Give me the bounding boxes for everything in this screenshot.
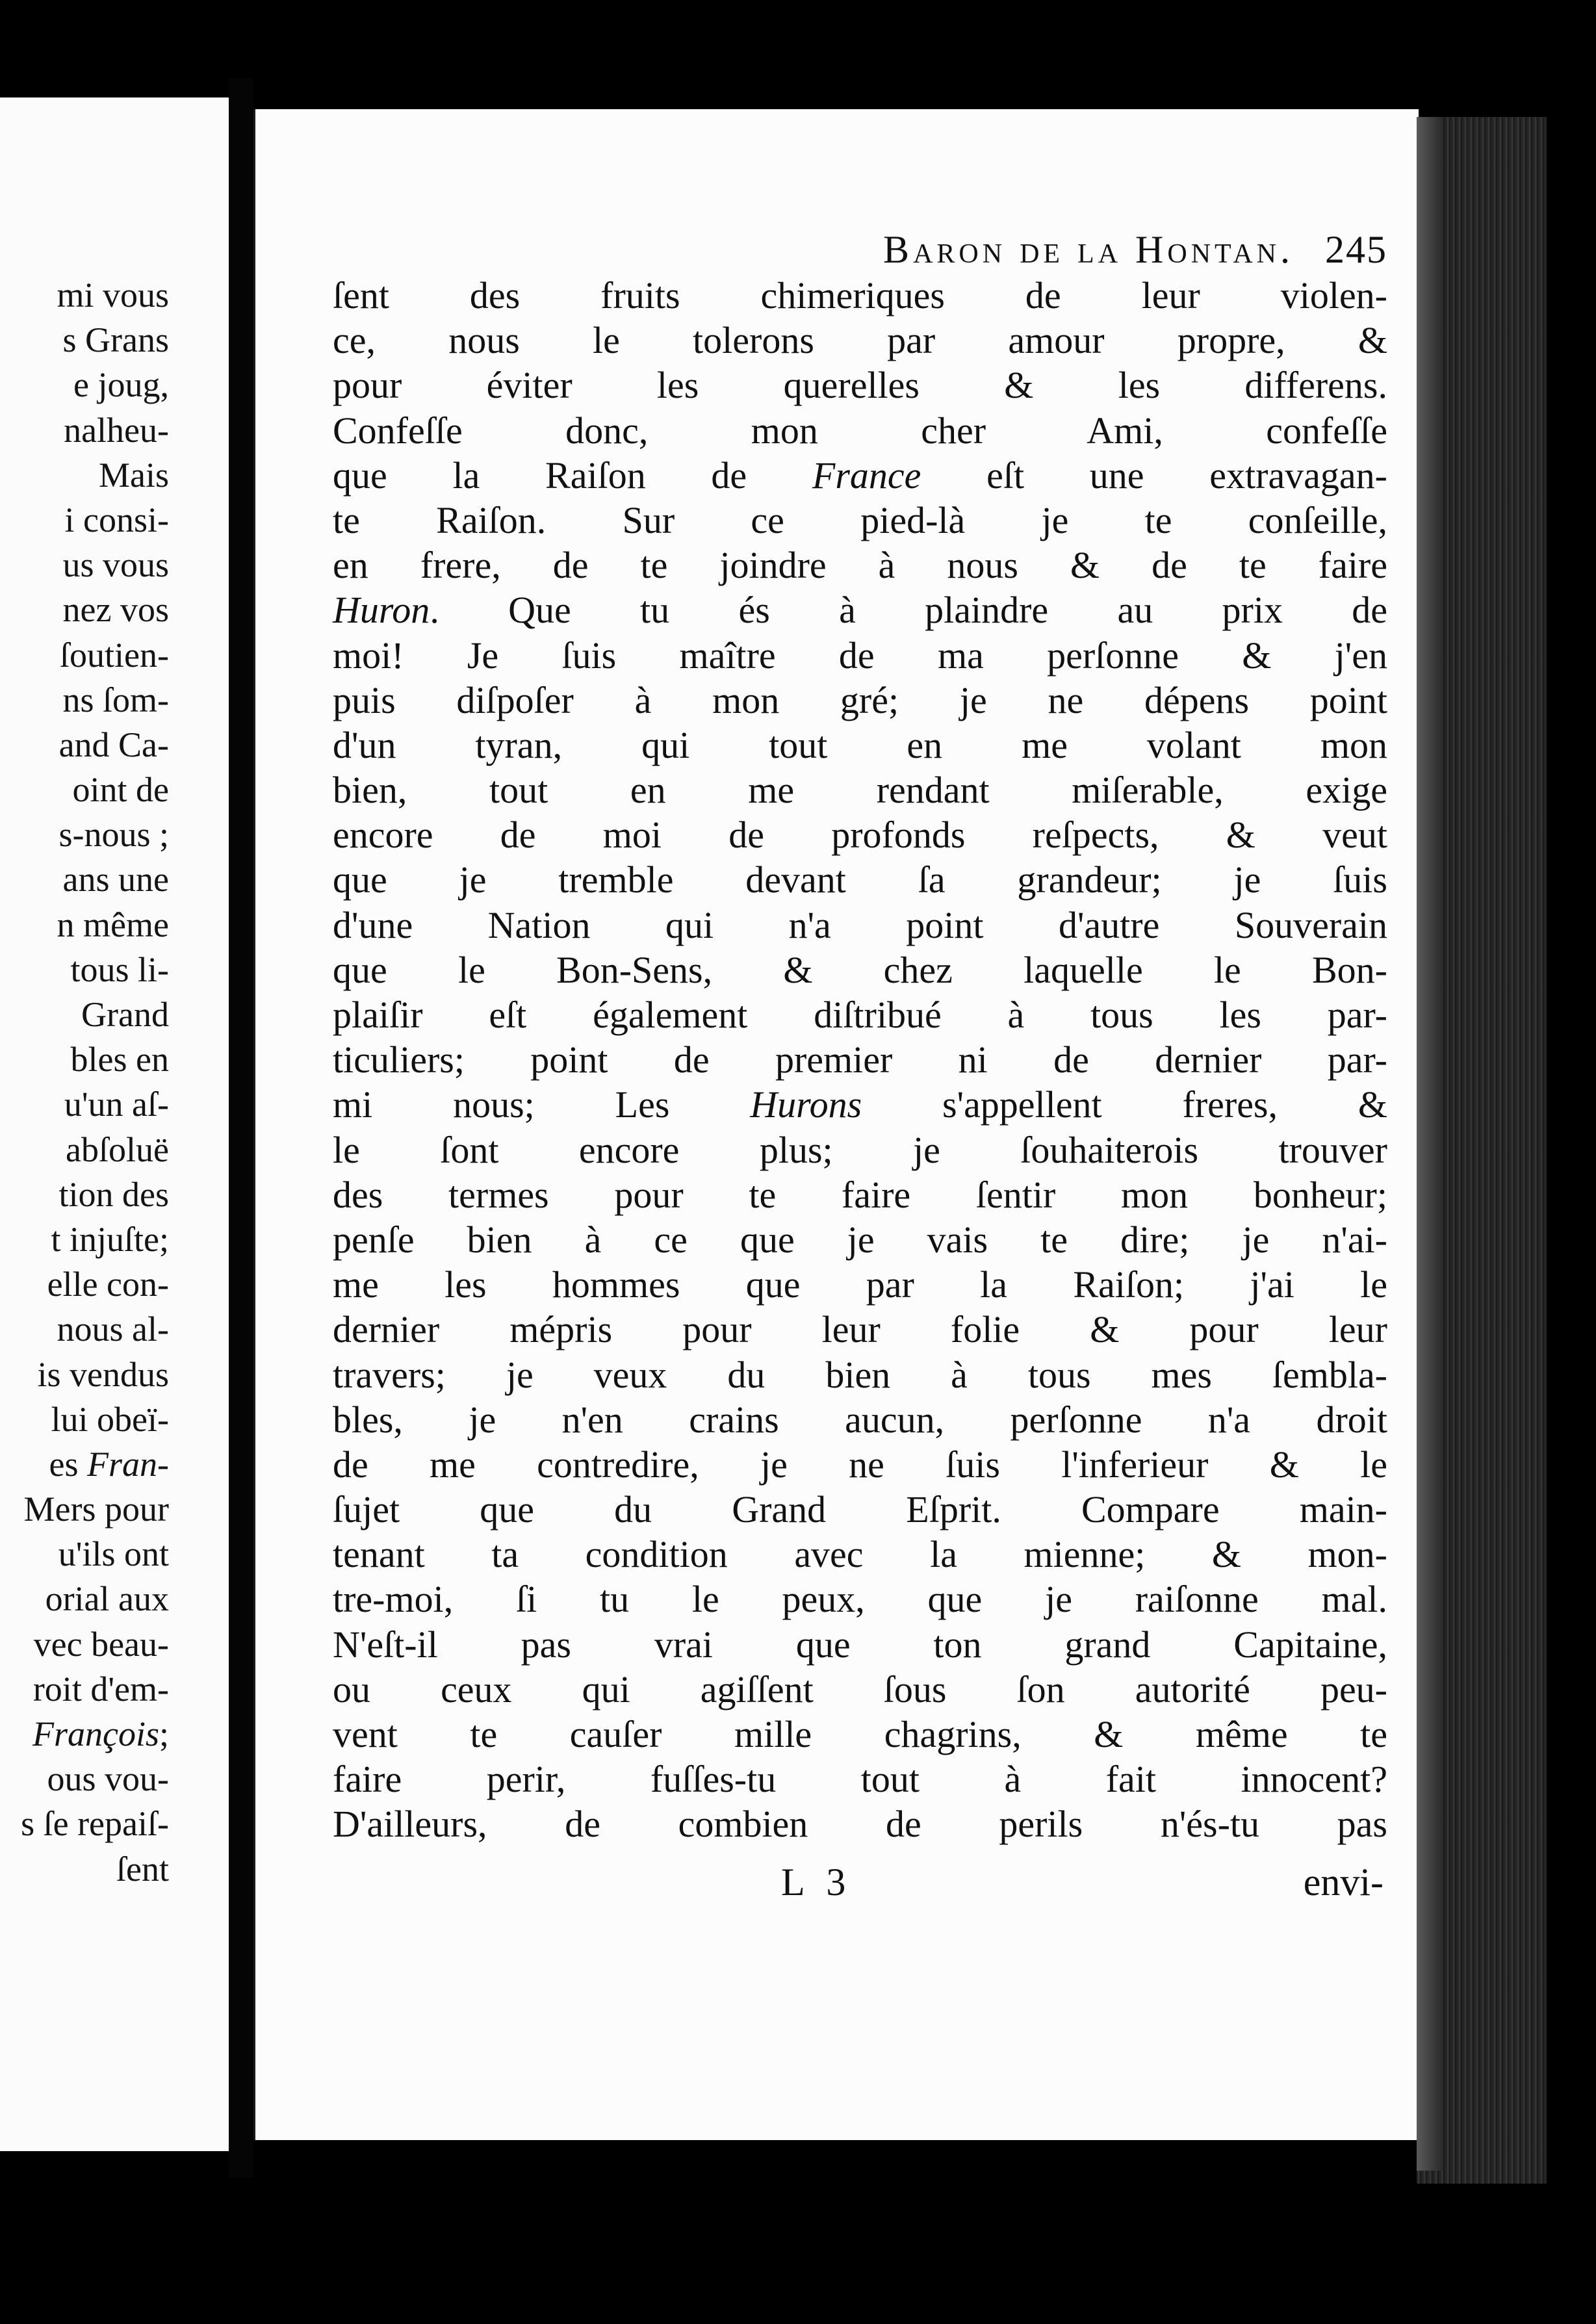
left-page-line: roit d'em- <box>32 1669 169 1709</box>
left-page-line: ſent <box>116 1849 169 1889</box>
left-page-line: abſoluë <box>66 1130 169 1169</box>
text-line: tre-moi, ſi tu le peux, que je raiſonne mal. <box>333 1578 1387 1621</box>
book-fore-edge-highlight <box>1417 117 1443 2171</box>
left-page-line: nous al- <box>57 1310 169 1349</box>
left-page-line: es Fran- <box>49 1444 169 1484</box>
text-line: bien, tout en me rendant miſerable, exige <box>333 769 1387 812</box>
left-page-line: us vous <box>62 545 169 585</box>
left-page-text <box>21 273 169 1892</box>
running-head-title: Baron de la Hontan. <box>883 228 1294 271</box>
text-line: en frere, de te joindre à nous & de te faire <box>333 544 1387 587</box>
left-page-line: t injuſte; <box>51 1219 169 1259</box>
left-page-line: i consi- <box>64 500 169 539</box>
text-line: d'un tyran, qui tout en me volant mon <box>333 723 1387 766</box>
left-page-line: nez vos <box>62 590 169 630</box>
text-line: penſe bien à ce que je vais te dire; je n'ai- <box>333 1218 1387 1261</box>
text-line: faire perir, fuſſes-tu tout à fait innocent? <box>333 1758 1387 1801</box>
text-line: me les hommes que par la Raiſon; j'ai le <box>333 1263 1387 1306</box>
text-line: ſent des fruits chimeriques de leur violen- <box>333 274 1387 316</box>
text-line: puis diſpoſer à mon gré; je ne dépens point <box>333 678 1387 721</box>
page-number: 245 <box>1325 228 1387 271</box>
text-line: des termes pour te faire ſentir mon bonheur; <box>333 1173 1387 1216</box>
left-page-line: s-nous ; <box>58 815 169 855</box>
catchword: envi- <box>1303 1860 1384 1904</box>
left-facing-page <box>0 97 229 2151</box>
left-page-line: Grand <box>81 995 169 1034</box>
left-page-line: ns ſom- <box>62 680 169 719</box>
text-line: D'ailleurs, de combien de perils n'és-tu pas <box>333 1803 1387 1846</box>
left-page-line: tion des <box>58 1174 169 1214</box>
left-page-line: mi vous <box>57 276 169 315</box>
text-line: ſujet que du Grand Eſprit. Compare main- <box>333 1488 1387 1531</box>
left-page-line: ous vou- <box>47 1759 169 1799</box>
left-page-line: bles en <box>70 1040 169 1079</box>
left-page-line: vec beau- <box>33 1624 169 1664</box>
text-line: que la Raiſon de France eſt une extravagan- <box>333 454 1387 497</box>
text-line: encore de moi de profonds reſpects, & veut <box>333 814 1387 857</box>
text-block <box>333 227 1387 1912</box>
left-page-line: s ſe repaiſ- <box>21 1804 169 1844</box>
text-line: moi! Je ſuis maître de ma perſonne & j'en <box>333 634 1387 677</box>
left-page-line: u'un aſ- <box>64 1085 169 1124</box>
book-gutter <box>229 78 253 2177</box>
left-page-line: lui obeï- <box>51 1399 169 1439</box>
left-page-line: ans une <box>62 860 169 899</box>
text-line: que je tremble devant ſa grandeur; je ſuis <box>333 859 1387 901</box>
text-line: que le Bon-Sens, & chez laquelle le Bon- <box>333 948 1387 991</box>
left-page-line: n même <box>57 905 169 944</box>
text-line: tenant ta condition avec la mienne; & mon- <box>333 1533 1387 1576</box>
left-page-line: Mais <box>99 455 169 495</box>
left-page-line: orial aux <box>45 1579 169 1619</box>
right-page <box>253 109 1419 2140</box>
text-line: de me contredire, je ne ſuis l'inferieur & le <box>333 1443 1387 1486</box>
text-line: te Raiſon. Sur ce pied-là je te conſeille, <box>333 498 1387 541</box>
left-page-line: nalheu- <box>64 410 169 450</box>
text-line: mi nous; Les Hurons s'appellent freres, & <box>333 1083 1387 1126</box>
text-line: d'une Nation qui n'a point d'autre Souverain <box>333 903 1387 946</box>
left-page-line: elle con- <box>47 1265 169 1304</box>
page-footer <box>333 1860 1387 1912</box>
text-line: plaiſir eſt également diſtribué à tous les par- <box>333 994 1387 1036</box>
text-line: Huron. Que tu és à plaindre au prix de <box>333 589 1387 632</box>
left-page-line: tous li- <box>70 949 169 989</box>
body-text <box>333 273 1387 1847</box>
left-page-line: is vendus <box>37 1354 169 1394</box>
text-line: Confeſſe donc, mon cher Ami, confeſſe <box>333 409 1387 452</box>
signature-mark: L 3 <box>781 1860 853 1904</box>
left-page-line: Mers pour <box>23 1490 169 1529</box>
text-line: ce, nous le tolerons par amour propre, & <box>333 319 1387 362</box>
text-line: ou ceux qui agiſſent ſous ſon autorité peu- <box>333 1668 1387 1711</box>
text-line: le ſont encore plus; je ſouhaiterois trouver <box>333 1128 1387 1171</box>
left-page-line: e joug, <box>73 365 169 405</box>
text-line: ticuliers; point de premier ni de dernier par- <box>333 1039 1387 1081</box>
text-line: travers; je veux du bien à tous mes ſembla- <box>333 1353 1387 1396</box>
left-page-line: oint de <box>72 770 169 810</box>
left-page-line: François; <box>32 1714 169 1753</box>
text-line: vent te cauſer mille chagrins, & même te <box>333 1713 1387 1755</box>
left-page-line: and Ca- <box>58 725 169 764</box>
text-line: bles, je n'en crains aucun, perſonne n'a droit <box>333 1398 1387 1441</box>
left-page-line: u'ils ont <box>58 1534 169 1574</box>
left-page-line: ſoutien- <box>60 635 169 675</box>
left-page-line: s Grans <box>62 320 169 360</box>
text-line: dernier mépris pour leur folie & pour leur <box>333 1308 1387 1351</box>
running-head <box>333 227 1387 273</box>
text-line: N'eſt-il pas vrai que ton grand Capitaine, <box>333 1623 1387 1666</box>
text-line: pour éviter les querelles & les differens. <box>333 364 1387 407</box>
